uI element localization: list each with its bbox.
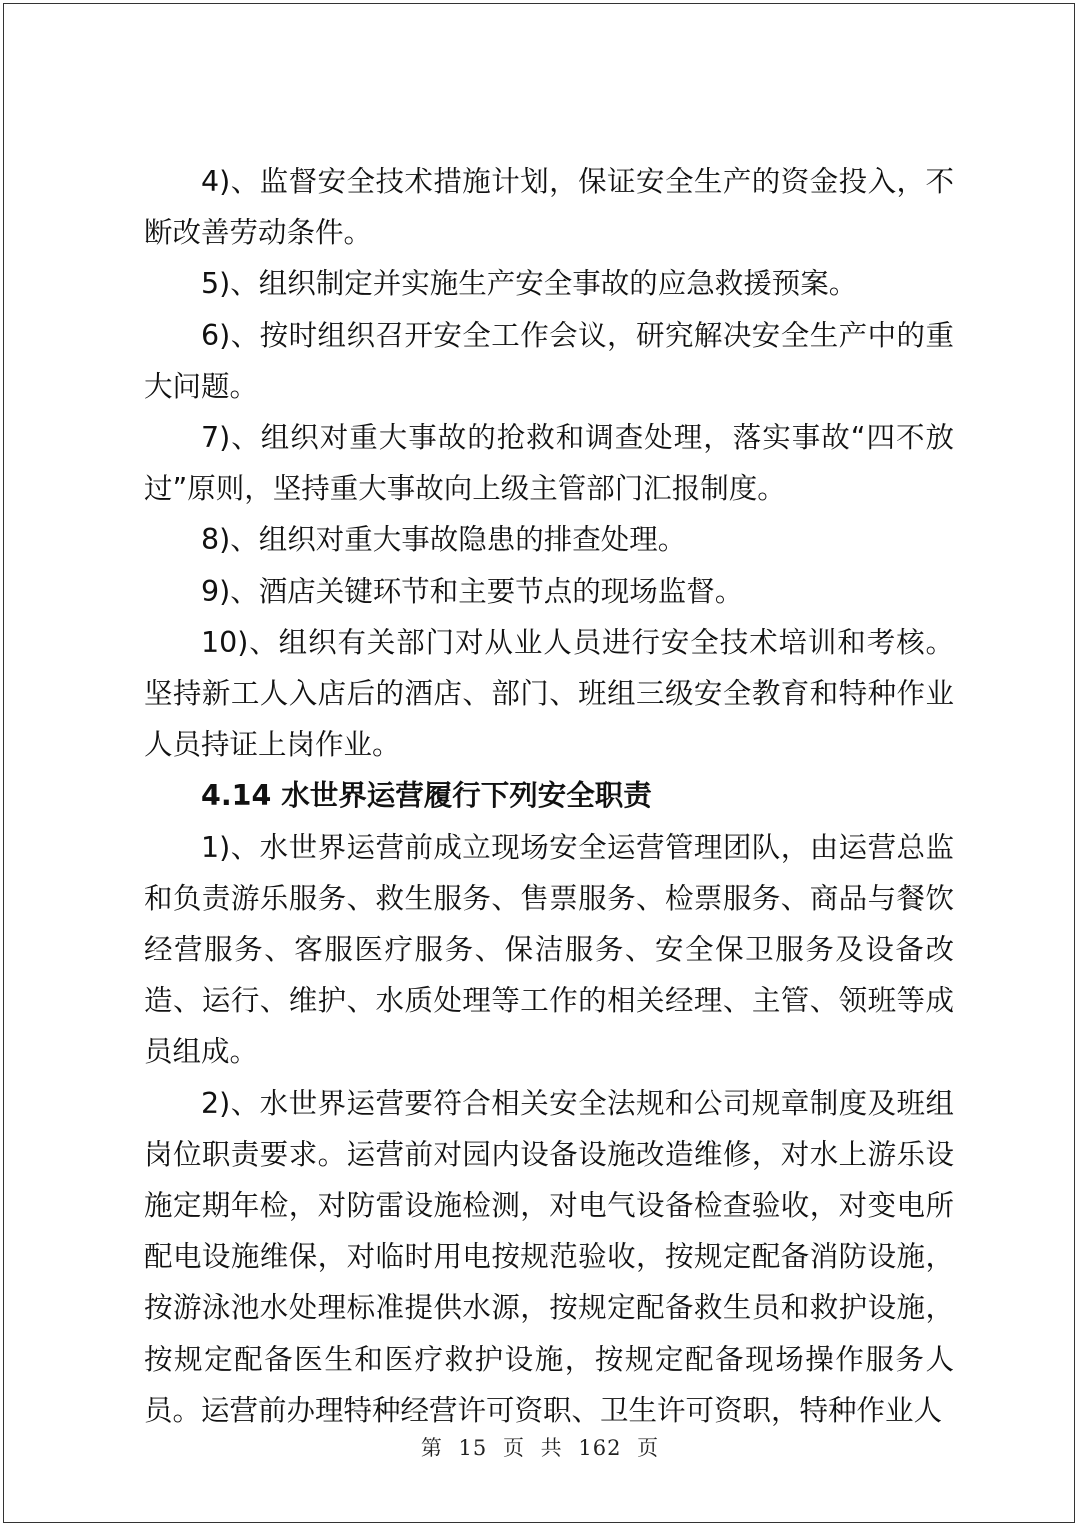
document-body (144, 156, 954, 1436)
footer-current-page: 15 (458, 1436, 488, 1460)
section-paragraph-2: 2)、水世界运营要符合相关安全法规和公司规章制度及班组岗位职责要求。运营前对园内设备设施改造维修，对水上游乐设施定期年检，对防雷设施检测，对电气设备检查验收，对变电所配电设施维保，对临时用电按规范验收，按规定配备消防设施，按游泳池水处理标准提供水源，按规定配备救生员和救护设施，按规定配备医生和医疗救护设施，按规定配备现场操作服务人员。运营前办理特种经营许可资职、卫生许可资职，特种作业人 (144, 1086, 954, 1427)
section-heading: 4.14 水世界运营履行下列安全职责 (201, 779, 652, 813)
paragraph-item-8: 8)、组织对重大事故隐患的排查处理。 (201, 523, 687, 557)
footer-total-prefix: 共 (540, 1436, 563, 1460)
section-paragraph-1: 1)、水世界运营前成立现场安全运营管理团队，由运营总监和负责游乐服务、救生服务、售票服务、检票服务、商品与餐饮经营服务、客服医疗服务、保洁服务、安全保卫服务及设备改造、运行、维护、水质处理等工作的相关经理、主管、领班等成员组成。 (144, 830, 954, 1069)
footer-prefix: 第 (420, 1436, 443, 1460)
footer-total-pages: 162 (578, 1436, 622, 1460)
paragraph-item-9: 9)、酒店关键环节和主要节点的现场监督。 (201, 574, 744, 608)
paragraph-item-7: 7)、组织对重大事故的抢救和调查处理，落实事故“四不放过”原则，坚持重大事故向上级主管部门汇报制度。 (144, 421, 954, 506)
footer-total-unit: 页 (637, 1436, 660, 1460)
paragraph-item-4: 4)、监督安全技术措施计划，保证安全生产的资金投入，不断改善劳动条件。 (144, 165, 954, 250)
paragraph-item-5: 5)、组织制定并实施生产安全事故的应急救援预案。 (201, 267, 858, 301)
paragraph-item-6: 6)、按时组织召开安全工作会议，研究解决安全生产中的重大问题。 (144, 318, 954, 403)
paragraph-item-10: 10)、组织有关部门对从业人员进行安全技术培训和考核。坚持新工人入店后的酒店、部门、班组三级安全教育和特种作业人员持证上岗作业。 (144, 625, 954, 762)
page-number-footer (0, 1432, 1080, 1462)
footer-page-unit: 页 (502, 1436, 525, 1460)
